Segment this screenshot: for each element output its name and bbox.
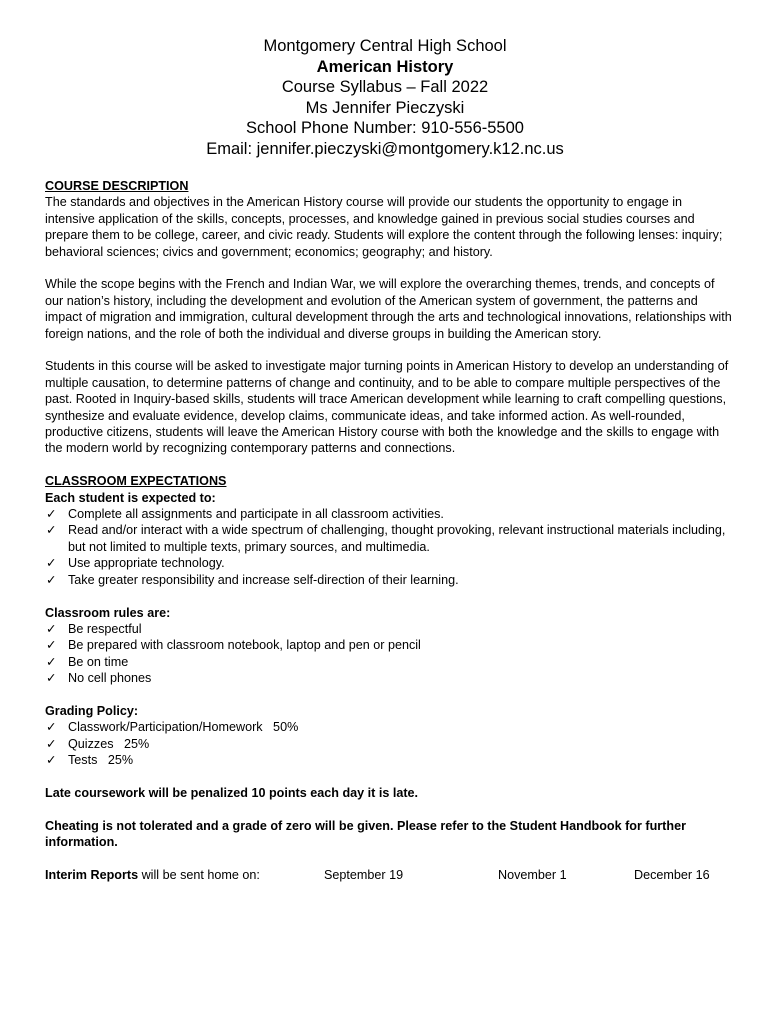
grading-policy-heading: Grading Policy: xyxy=(45,703,139,718)
check-icon: ✓ xyxy=(46,523,57,538)
school-name: Montgomery Central High School xyxy=(263,37,507,55)
teacher-name: Ms Jennifer Pieczyski xyxy=(305,98,465,117)
check-icon: ✓ xyxy=(46,671,57,686)
interim-date-2: November 1 xyxy=(498,867,567,882)
interim-label: Interim Reports will be sent home on: xyxy=(45,867,260,882)
check-icon: ✓ xyxy=(46,720,57,735)
list-item: ✓ Classwork/Participation/Homework 50% xyxy=(46,720,299,735)
check-icon: ✓ xyxy=(46,572,57,587)
cheating-policy: Cheating is not tolerated and a grade of zero will be given. Please refer to the Student Handbook for further information. xyxy=(45,818,686,850)
course-title: American History xyxy=(316,57,454,76)
classroom-rules-heading: Classroom rules are: xyxy=(45,605,171,620)
late-policy: Late coursework will be penalized 10 points each day it is late. xyxy=(45,785,419,800)
grading-list xyxy=(45,719,735,768)
check-icon: ✓ xyxy=(46,507,57,522)
description-paragraph-1: The standards and objectives in the American History course will provide our students the opportunity to engage in intensive application of the skills, concepts, processes, and knowledge gained in previous social studies courses and prepare them to be college, career, and civic ready. Students will explore the content through the following lenses: inquiry; behavioral sciences; civics and government; economics; geography; and history. xyxy=(45,195,723,259)
course-description-heading: COURSE DESCRIPTION xyxy=(45,179,189,193)
list-item: ✓ Be prepared with classroom notebook, laptop and pen or pencil xyxy=(46,638,421,653)
document-body xyxy=(45,178,735,883)
interim-date-1: September 19 xyxy=(324,867,404,882)
list-item: ✓ No cell phones xyxy=(46,671,152,686)
list-item: ✓ Tests 25% xyxy=(46,753,134,768)
list-item: ✓ Be respectful xyxy=(46,621,142,636)
list-item: ✓ Quizzes 25% xyxy=(46,736,150,751)
list-item: ✓ Complete all assignments and participate in all classroom activities. xyxy=(46,507,444,522)
course-term: Course Syllabus – Fall 2022 xyxy=(281,78,489,97)
check-icon: ✓ xyxy=(46,654,57,669)
rules-list xyxy=(45,621,735,687)
expectations-list xyxy=(45,506,735,588)
description-paragraph-3: Students in this course will be asked to investigate major turning points in American History to develop an understanding of multiple causation, to determine patterns of change and continuity, and to be able to compare multiple perspectives of the past. Rooted in Inquiry-based skills, students will trace American development while learning to craft compelling questions, synthesize and evaluate evidence, develop claims, communicate ideas, and take informed action. As well-rounded, productive citizens, students will leave the American History course with both the knowledge and the skills to engage with the modern world by recognizing contemporary patterns and connections. xyxy=(45,359,729,456)
teacher-email: Email: jennifer.pieczyski@montgomery.k12.nc.us xyxy=(206,139,564,158)
list-item: ✓ Use appropriate technology. xyxy=(46,556,225,571)
interim-reports-row xyxy=(45,867,735,883)
check-icon: ✓ xyxy=(46,621,57,636)
check-icon: ✓ xyxy=(46,753,57,768)
list-item: ✓ Take greater responsibility and increase self-direction of their learning. xyxy=(46,572,459,587)
classroom-expectations-heading: CLASSROOM EXPECTATIONS xyxy=(45,474,227,489)
interim-date-3: December 16 xyxy=(634,867,710,882)
expectations-subheading: Each student is expected to: xyxy=(45,490,216,505)
document-header xyxy=(0,36,770,160)
list-item: ✓ Be on time xyxy=(46,654,129,669)
school-phone: School Phone Number: 910-556-5500 xyxy=(246,119,524,138)
list-item: ✓ Read and/or interact with a wide spectrum of challenging, thought provoking, relevant instructional materials including, but not limited to multiple texts, primary sources, and multimedia. xyxy=(46,523,726,554)
description-paragraph-2: While the scope begins with the French and Indian War, we will explore the overarching themes, trends, and concepts of our nation’s history, including the development and evolution of the American system of government, the patterns and impact of migration and immigration, cultural development through the arts and technological innovations, relationships with foreign nations, and the role of both the individual and diverse groups in building the American story. xyxy=(45,277,732,341)
check-icon: ✓ xyxy=(46,736,57,751)
check-icon: ✓ xyxy=(46,638,57,653)
check-icon: ✓ xyxy=(46,556,57,571)
